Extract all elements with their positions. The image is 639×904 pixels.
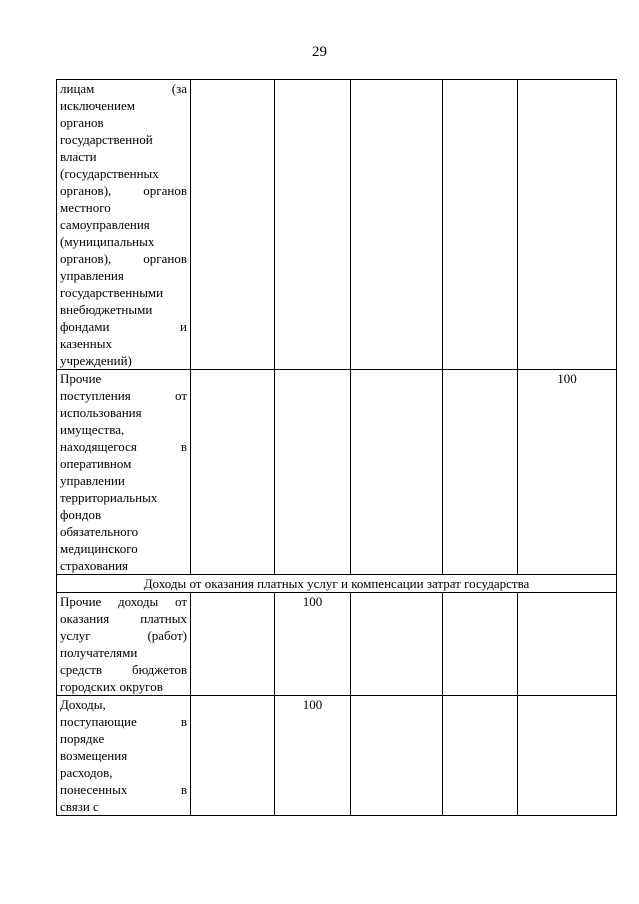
row-label-line: органов), органов bbox=[60, 183, 187, 198]
row-label-line: фондами и bbox=[60, 319, 187, 334]
row-label-line: власти bbox=[60, 149, 97, 164]
row-label-cell bbox=[57, 370, 191, 575]
value-cell-col-5 bbox=[443, 593, 518, 696]
row-label-line: исключением bbox=[60, 98, 135, 113]
row-label-line: местного bbox=[60, 200, 111, 215]
table-row bbox=[57, 593, 617, 696]
row-label-line: городских округов bbox=[60, 679, 163, 694]
section-header-row bbox=[57, 575, 617, 593]
value-cell-col-4 bbox=[351, 593, 443, 696]
value-cell-col-5 bbox=[443, 80, 518, 370]
value-cell-col-2 bbox=[191, 370, 275, 575]
section-header-text: Доходы от оказания платных услуг и компенсации затрат государства bbox=[143, 576, 530, 591]
page-number: 29 bbox=[312, 44, 327, 60]
row-label-line: оказания платных bbox=[60, 611, 187, 626]
row-label-line: (государственных bbox=[60, 166, 159, 181]
row-label-line: самоуправления bbox=[60, 217, 150, 232]
row-label-line: учреждений) bbox=[60, 353, 132, 368]
row-label-line: получателями bbox=[60, 645, 138, 660]
row-label-line: внебюджетными bbox=[60, 302, 153, 317]
row-label-line: обязательного bbox=[60, 524, 139, 539]
value-cell-col-6: 100 bbox=[518, 370, 617, 575]
value-cell-col-5 bbox=[443, 370, 518, 575]
row-label-line: Доходы, bbox=[60, 697, 106, 712]
row-label-line: территориальных bbox=[60, 490, 158, 505]
row-label-line: медицинского bbox=[60, 541, 138, 556]
value-cell-col-2 bbox=[191, 593, 275, 696]
value-cell-col-3: 100 bbox=[275, 593, 351, 696]
value-cell-col-4 bbox=[351, 370, 443, 575]
table-body bbox=[57, 80, 617, 816]
row-label-line: поступающие в bbox=[60, 714, 187, 729]
row-label-line: порядке bbox=[60, 731, 105, 746]
row-label-line: казенных bbox=[60, 336, 112, 351]
row-label-line: государственной bbox=[60, 132, 153, 147]
value-cell-col-2 bbox=[191, 80, 275, 370]
value-cell-col-6 bbox=[518, 696, 617, 816]
revenue-table bbox=[56, 79, 617, 816]
row-label-line: поступления от bbox=[60, 388, 187, 403]
table-row bbox=[57, 696, 617, 816]
row-label-line: страхования bbox=[60, 558, 129, 573]
row-label-line: находящегося в bbox=[60, 439, 187, 454]
row-label-line: органов), органов bbox=[60, 251, 187, 266]
value-cell-col-5 bbox=[443, 696, 518, 816]
value-cell-col-4 bbox=[351, 80, 443, 370]
row-label-line: понесенных в bbox=[60, 782, 187, 797]
row-label-line: управлении bbox=[60, 473, 125, 488]
value-cell-col-3 bbox=[275, 80, 351, 370]
row-label-line: имущества, bbox=[60, 422, 125, 437]
row-label-line: государственными bbox=[60, 285, 164, 300]
value-cell-col-6 bbox=[518, 80, 617, 370]
row-label-line: фондов bbox=[60, 507, 102, 522]
row-label-line: услуг (работ) bbox=[60, 628, 187, 643]
row-label-line: средств бюджетов bbox=[60, 662, 187, 677]
value-cell-col-4 bbox=[351, 696, 443, 816]
row-label-cell bbox=[57, 80, 191, 370]
row-label-line: возмещения bbox=[60, 748, 128, 763]
row-label-cell bbox=[57, 696, 191, 816]
row-label-line: оперативном bbox=[60, 456, 132, 471]
table-row bbox=[57, 80, 617, 370]
row-label-line: Прочие bbox=[60, 371, 102, 386]
row-label-line: связи с bbox=[60, 799, 99, 814]
table-row bbox=[57, 370, 617, 575]
row-label-line: управления bbox=[60, 268, 124, 283]
section-header-cell bbox=[57, 575, 617, 593]
row-label-line: лицам (за bbox=[60, 81, 187, 96]
row-label-cell bbox=[57, 593, 191, 696]
value-cell-col-3 bbox=[275, 370, 351, 575]
value-cell-col-3: 100 bbox=[275, 696, 351, 816]
row-label-line: Прочие доходы от bbox=[60, 594, 187, 609]
value-cell-col-2 bbox=[191, 696, 275, 816]
row-label-line: органов bbox=[60, 115, 104, 130]
row-label-line: расходов, bbox=[60, 765, 113, 780]
row-label-line: использования bbox=[60, 405, 142, 420]
value-cell-col-6 bbox=[518, 593, 617, 696]
row-label-line: (муниципальных bbox=[60, 234, 155, 249]
